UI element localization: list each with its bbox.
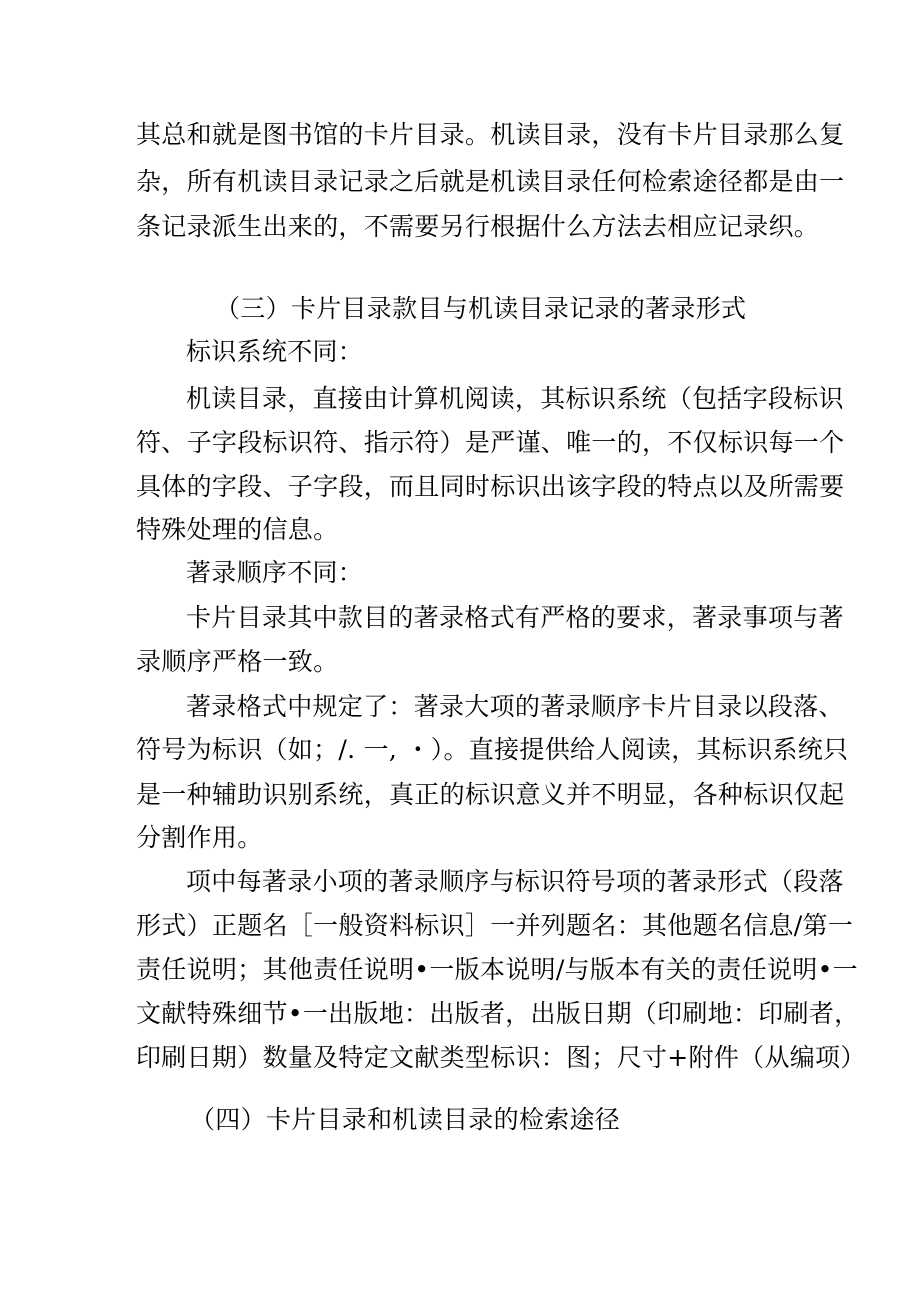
paragraph-2-line-4: 特殊处理的信息。: [136, 515, 339, 544]
subheading-identification-system: 标识系统不同：: [186, 337, 364, 366]
section-heading-4: （四）卡片目录和机读目录的检索途径: [190, 1105, 621, 1134]
paragraph-3-line-1: 卡片目录其中款目的著录格式有严格的要求，著录事项与著: [186, 603, 844, 632]
paragraph-2-line-3: 具体的字段、子字段，而且同时标识出该字段的特点以及所需要: [136, 472, 845, 501]
paragraph-1-line-1: 其总和就是图书馆的卡片目录。机读目录，没有卡片目录那么复: [136, 120, 845, 149]
paragraph-1-line-3: 条记录派生出来的，不需要另行根据什么方法去相应记录织。: [136, 212, 820, 241]
paragraph-2-line-2: 符、子字段标识符、指示符）是严谨、唯一的，不仅标识每一个: [136, 428, 845, 457]
paragraph-4-line-2: 符号为标识（如；/. 一, ・）。直接提供给人阅读，其标识系统只: [136, 735, 849, 764]
paragraph-5-line-3: 责任说明；其他责任说明•一版本说明/与版本有关的责任说明•一: [136, 955, 858, 984]
subheading-description-order: 著录顺序不同：: [186, 558, 364, 587]
paragraph-4-line-1: 著录格式中规定了：著录大项的著录顺序卡片目录以段落、: [186, 692, 844, 721]
paragraph-4-line-3: 是一种辅助识别系统，真正的标识意义并不明显，各种标识仅起: [136, 780, 845, 809]
paragraph-5-line-1: 项中每著录小项的著录顺序与标识符号项的著录形式（段落: [186, 867, 844, 896]
paragraph-1-line-2: 杂，所有机读目录记录之后就是机读目录任何检索途径都是由一: [136, 167, 845, 196]
paragraph-4-line-4: 分割作用。: [136, 823, 263, 852]
paragraph-3-line-2: 录顺序严格一致。: [136, 647, 339, 676]
paragraph-2-line-1: 机读目录，直接由计算机阅读，其标识系统（包括字段标识: [186, 384, 844, 413]
paragraph-5-line-2: 形式）正题名［一般资料标识］一并列题名：其他题名信息/第一: [136, 911, 854, 940]
paragraph-5-line-5: 印刷日期）数量及特定文献类型标识：图；尺寸+附件（从编项）: [136, 1043, 866, 1072]
section-heading-3: （三）卡片目录款目与机读目录记录的著录形式: [215, 294, 747, 323]
paragraph-5-line-4: 文献特殊细节•一出版地：出版者，出版日期（印刷地：印刷者，: [136, 999, 860, 1028]
